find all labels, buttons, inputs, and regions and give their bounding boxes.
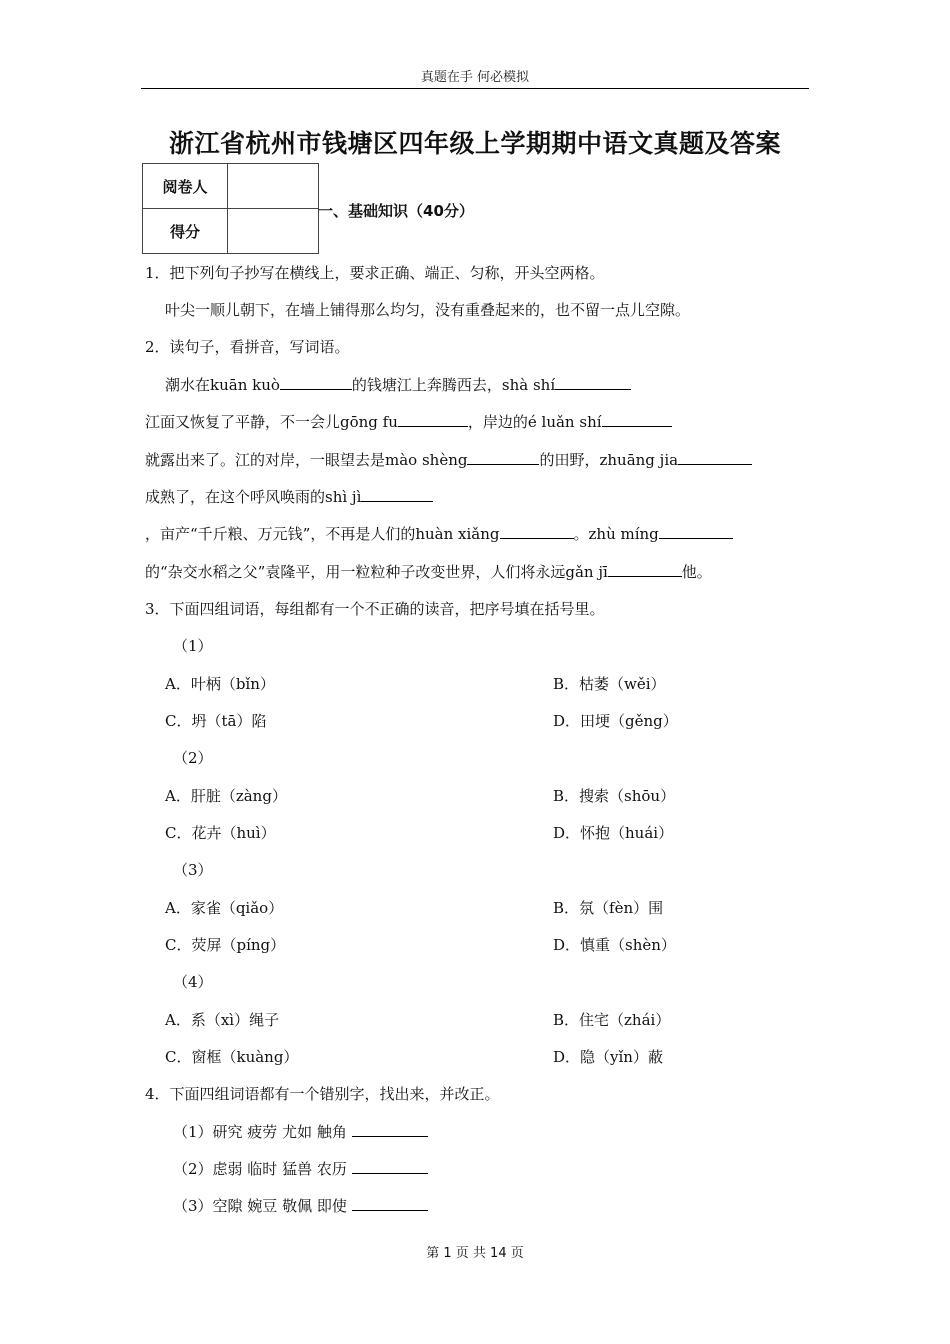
q3-option: C．窗框（kuàng）: [165, 1048, 299, 1066]
q3-option: D．田埂（gěng）: [553, 712, 678, 730]
q3-option: A．家雀（qiǎo）: [165, 899, 284, 917]
q2-line-1-text-a: 潮水在kuān kuò: [165, 376, 280, 394]
q2-line-2-text-a: 江面又恢复了平静，不一会儿gōng fu: [145, 413, 398, 431]
score-cell[interactable]: [228, 209, 319, 254]
q2-line-6-text-b: 他。: [681, 563, 712, 581]
q1-sentence: 叶尖一顺儿朝下，在墙上铺得那么均匀，没有重叠起来的，也不留一点儿空隙。: [165, 301, 691, 319]
document-title: 浙江省杭州市钱塘区四年级上学期期中语文真题及答案: [168, 129, 781, 158]
answer-blank[interactable]: [659, 523, 733, 539]
q3-group-label: （1）: [173, 637, 213, 655]
answer-blank[interactable]: [352, 1195, 428, 1211]
q3-option: B．住宅（zhái）: [553, 1011, 671, 1029]
header-rule: [141, 88, 809, 89]
q3-option: C．荧屏（píng）: [165, 936, 286, 954]
q2-line-5: [145, 523, 733, 544]
q3-group-label: （4）: [173, 973, 213, 991]
reviewer-cell[interactable]: [228, 164, 319, 209]
q2-line-6-text-a: 的“杂交水稻之父”袁隆平，用一粒粒种子改变世界，人们将永远gǎn jī: [145, 563, 608, 581]
answer-blank[interactable]: [352, 1121, 428, 1137]
answer-blank[interactable]: [467, 449, 539, 465]
q3-option: D．慎重（shèn）: [553, 936, 676, 954]
q2-line-4-text-a: 成熟了，在这个呼风唤雨的shì jì: [145, 488, 362, 506]
answer-blank[interactable]: [602, 411, 672, 427]
q2-line-3-text-b: 的田野，zhuāng jia: [539, 451, 679, 469]
q3-option: A．系（xì）绳子: [165, 1011, 280, 1029]
q3-option: A．叶柄（bǐn）: [165, 675, 275, 693]
answer-blank[interactable]: [361, 486, 433, 502]
q4-item: [173, 1121, 428, 1142]
reviewer-label: 阅卷人: [143, 164, 228, 209]
q3-option: B．搜索（shōu）: [553, 787, 676, 805]
q2-line-3-text-a: 就露出来了。江的对岸，一眼望去是mào shèng: [145, 451, 468, 469]
page-footer: 第 1 页 共 14 页: [426, 1246, 524, 1261]
q4-item-text: （3）空隙 婉豆 敬佩 即使: [173, 1197, 347, 1215]
answer-blank[interactable]: [500, 523, 574, 539]
q3-option: D．怀抱（huái）: [553, 824, 674, 842]
q3-option: C．坍（tā）陷: [165, 712, 267, 730]
section-heading: 一、基础知识（40分）: [318, 202, 474, 220]
q2-line-1: [165, 374, 631, 395]
q2-line-5-text-b: 。zhù míng: [573, 525, 659, 543]
q3-option: B．枯萎（wěi）: [553, 675, 666, 693]
q2-prompt: 2．读句子，看拼音，写词语。: [145, 338, 350, 356]
q3-group-label: （3）: [173, 861, 213, 879]
q3-group-label: （2）: [173, 749, 213, 767]
q3-option: D．隐（yǐn）蔽: [553, 1048, 663, 1066]
q4-item-text: （1）研究 疲劳 尤如 触角: [173, 1123, 347, 1141]
q1-prompt: 1．把下列句子抄写在横线上，要求正确、端正、匀称，开头空两格。: [145, 264, 605, 282]
q4-prompt: 4．下面四组词语都有一个错别字，找出来，并改正。: [145, 1085, 500, 1103]
q3-option: B．氛（fèn）围: [553, 899, 664, 917]
answer-blank[interactable]: [608, 561, 682, 577]
q3-option: A．肝脏（zàng）: [165, 787, 287, 805]
q2-line-1-text-b: 的钱塘江上奔腾西去，shà shí: [351, 376, 556, 394]
q2-line-4: [145, 486, 433, 507]
answer-blank[interactable]: [280, 374, 352, 390]
answer-blank[interactable]: [398, 411, 468, 427]
q2-line-2-text-b: ，岸边的é luǎn shí: [467, 413, 602, 431]
q2-line-6: [145, 561, 712, 582]
q3-prompt: 3．下面四组词语，每组都有一个不正确的读音，把序号填在括号里。: [145, 600, 605, 618]
score-label: 得分: [143, 209, 228, 254]
q2-line-5-text-a: ，亩产“千斤粮、万元钱”，不再是人们的huàn xiǎng: [145, 525, 500, 543]
q4-item: [173, 1195, 428, 1216]
answer-blank[interactable]: [678, 449, 752, 465]
q3-option: C．花卉（huì）: [165, 824, 276, 842]
q2-line-2: [145, 411, 672, 432]
page-header: 真题在手 何必模拟: [420, 70, 530, 85]
q4-item: [173, 1158, 428, 1179]
q4-item-text: （2）虑弱 临时 猛兽 农历: [173, 1160, 347, 1178]
q2-line-3: [145, 449, 752, 470]
answer-blank[interactable]: [352, 1158, 428, 1174]
answer-blank[interactable]: [555, 374, 631, 390]
score-table: [142, 163, 319, 254]
